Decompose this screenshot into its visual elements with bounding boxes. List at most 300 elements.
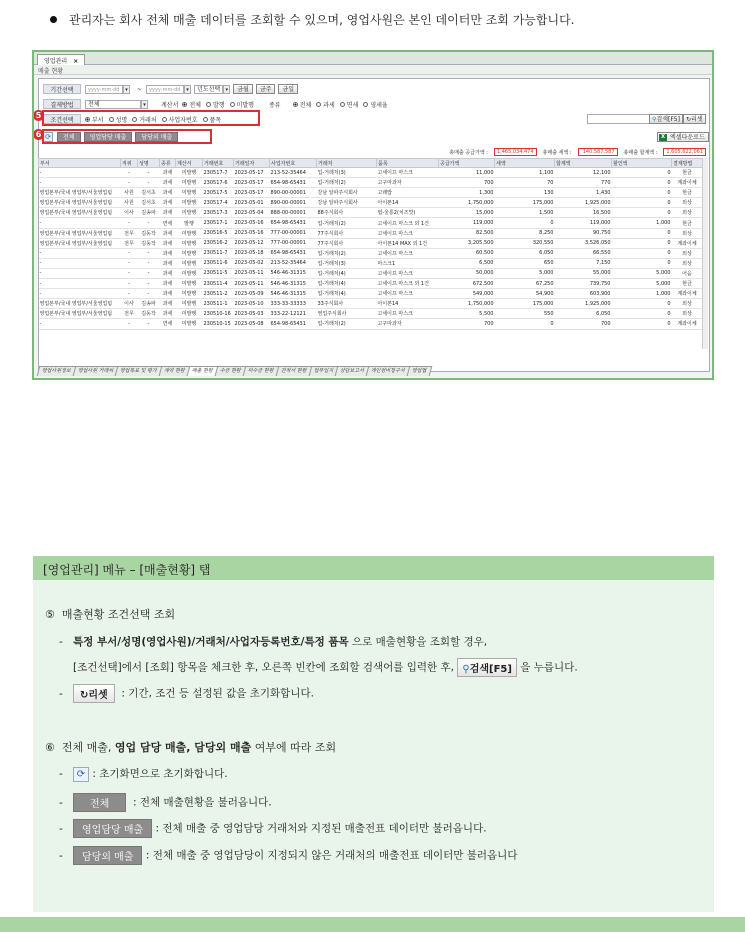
bottom-tab[interactable]: 영업협 <box>407 366 432 376</box>
totals-bar <box>449 148 706 156</box>
table-cell: 2023-05-17 <box>234 188 270 198</box>
sales-grid <box>38 158 703 330</box>
table-cell: 1,750,000 <box>439 198 495 208</box>
table-cell: 아이폰14 <box>377 299 439 309</box>
table-cell: 213-52-35464 <box>270 168 317 178</box>
table-cell: 0 <box>495 319 555 329</box>
table-cell: 과세 <box>160 309 176 319</box>
tab-label: 영업관리 <box>44 58 68 65</box>
table-cell: - <box>121 248 138 258</box>
column-header[interactable]: 계산서 <box>176 159 203 168</box>
table-cell: 11,000 <box>439 168 495 178</box>
table-cell: 60,500 <box>439 248 495 258</box>
kind-exempt-radio[interactable]: 면세 <box>340 100 359 109</box>
column-header[interactable]: 종류 <box>160 159 176 168</box>
reset-button[interactable]: ↻리셋 <box>683 114 706 124</box>
refresh-icon: ↻ <box>80 690 89 701</box>
table-cell: 230517-4 <box>203 198 234 208</box>
highlight-box-5 <box>42 110 260 126</box>
table-cell: 업-거래처(2) <box>317 178 377 188</box>
table-cell: 77주식회사 <box>317 228 377 238</box>
column-header[interactable]: 공급가액 <box>439 159 495 168</box>
explanation-header: [영업관리] 메뉴 – [매출현황] 탭 <box>33 556 714 580</box>
table-row[interactable] <box>39 319 703 329</box>
reset-button-sample: ↻리셋 <box>73 684 115 703</box>
table-cell: 0 <box>612 258 672 268</box>
table-cell: 외상 <box>672 248 703 258</box>
table-cell: 고세이프 마스크 <box>377 309 439 319</box>
table-cell: 영업본부/국내 영업부/서울영업팀 <box>39 188 121 198</box>
table-cell: 67,250 <box>495 279 555 289</box>
table-cell: 230516-5 <box>203 228 234 238</box>
bottom-tab[interactable]: 미수금 현황 <box>243 366 279 376</box>
bottom-tab[interactable]: 업무일지 <box>308 366 338 376</box>
table-cell: 김송파 <box>138 208 160 218</box>
table-cell: - <box>39 178 121 188</box>
total-sum-label: 총매출 합계액 : <box>623 149 658 156</box>
grid-scrollbar[interactable] <box>702 158 708 349</box>
table-cell: - <box>121 319 138 329</box>
search-icon: ⚲ <box>652 116 657 123</box>
bottom-tab[interactable]: 영업사원정보 <box>37 366 77 376</box>
end-date-input[interactable]: yyyy-mm-dd <box>146 85 184 94</box>
table-cell: 2023-05-03 <box>234 309 270 319</box>
table-cell: - <box>121 168 138 178</box>
table-cell: 0 <box>612 238 672 248</box>
table-cell: 888-00-00001 <box>270 208 317 218</box>
table-cell: 외상 <box>672 299 703 309</box>
table-row[interactable] <box>39 238 703 248</box>
table-cell: 과세 <box>160 188 176 198</box>
table-cell: 과세 <box>160 228 176 238</box>
tab-sales-management[interactable] <box>37 54 85 65</box>
table-cell: - <box>138 268 160 278</box>
explanation-box <box>33 556 714 912</box>
table-cell: 업-거래처(4) <box>317 279 377 289</box>
table-cell: 고구마과자 <box>377 319 439 329</box>
unassigned-button-sample: 담당외 매출 <box>73 846 142 865</box>
table-cell: 미발행 <box>176 208 203 218</box>
section-5-number: ⑤ <box>45 608 55 621</box>
column-header[interactable]: 거래번호 <box>203 159 234 168</box>
cond-name-radio[interactable]: 성명 <box>109 115 128 124</box>
table-cell: - <box>138 168 160 178</box>
chevron-down-icon[interactable]: ▾ <box>141 100 148 109</box>
table-cell: 엽-울통2(치즈맛) <box>377 208 439 218</box>
table-cell: 654-98-65431 <box>270 248 317 258</box>
footer-bar <box>0 917 745 932</box>
table-cell: 1,925,000 <box>555 198 612 208</box>
table-cell: 전무 <box>121 228 138 238</box>
bottom-tab[interactable]: 영업사원 거래처 <box>73 366 119 376</box>
search-button[interactable]: ⚲검색[F5] <box>649 114 683 124</box>
table-cell: 230511-4 <box>203 279 234 289</box>
app-screenshot <box>32 50 714 380</box>
search-icon: ⚲ <box>462 664 470 675</box>
column-header[interactable]: 합계액 <box>555 159 612 168</box>
year-select[interactable]: 년도선택 <box>194 85 223 94</box>
table-cell: 119,000 <box>555 218 612 228</box>
table-cell: 2023-05-12 <box>234 238 270 248</box>
table-cell: 890-00-00001 <box>270 198 317 208</box>
intro-line <box>50 11 575 28</box>
table-cell: 과세 <box>160 248 176 258</box>
table-cell: - <box>121 178 138 188</box>
bottom-tab[interactable]: 상담보고서 <box>335 366 370 376</box>
table-cell: 고세이프 마스크 <box>377 168 439 178</box>
table-row[interactable] <box>39 268 703 278</box>
table-cell: 김송파 <box>138 299 160 309</box>
section-5-label: 매출현황 조건선택 조회 <box>61 608 176 621</box>
condition-label: 조건선택 <box>43 114 81 124</box>
table-cell: 이사 <box>121 299 138 309</box>
table-cell: 마스크1 <box>377 258 439 268</box>
assigned-button-sample: 영업담당 매출 <box>73 819 152 838</box>
table-cell: 700 <box>555 319 612 329</box>
table-cell: 2023-05-04 <box>234 208 270 218</box>
table-cell: 미발행 <box>176 188 203 198</box>
table-cell: 2023-05-09 <box>234 289 270 299</box>
table-cell: 전무 <box>121 309 138 319</box>
table-cell: 0 <box>612 319 672 329</box>
today-button[interactable]: 금일 <box>278 84 298 94</box>
table-cell: 2023-05-08 <box>234 319 270 329</box>
section-5-line-1: - 특정 부서/성명(영업사원)/거래처/사업자등록번호/특정 품목 으로 매출현황을 조회할 경우, <box>59 636 488 648</box>
invoice-issued-radio[interactable]: 발행 <box>206 100 225 109</box>
settle-label: 결제방법 <box>43 99 81 109</box>
table-cell: 3,205,500 <box>439 238 495 248</box>
table-cell: 업-거래처(3) <box>317 258 377 268</box>
marker-6: 6 <box>33 129 44 140</box>
table-cell: 0 <box>612 198 672 208</box>
table-cell: 사원 <box>121 188 138 198</box>
table-cell: 0 <box>612 228 672 238</box>
table-cell: 과세 <box>160 208 176 218</box>
table-cell: 0 <box>612 168 672 178</box>
table-cell: 김서초 <box>138 188 160 198</box>
table-cell: 영업본부/국내 영업부/서울영업팀 <box>39 238 121 248</box>
table-cell: - <box>39 319 121 329</box>
bottom-tab[interactable]: 계약 현황 <box>159 366 191 376</box>
section-6-line-3: - 영업담당 매출 : 전체 매출 중 영업담당 거래처와 지정된 매출전표 데이터만 불러옵니다. <box>59 819 487 838</box>
table-cell: 230511-2 <box>203 289 234 299</box>
table-cell: 1,500 <box>495 208 555 218</box>
table-cell: 고세이프 마스크 외 1건 <box>377 279 439 289</box>
table-cell: 미발행 <box>176 198 203 208</box>
total-sum-value: 1,605,622,061 <box>663 148 706 156</box>
table-cell: 6,050 <box>555 309 612 319</box>
this-month-button[interactable]: 금월 <box>233 84 253 94</box>
table-cell: 0 <box>612 188 672 198</box>
table-cell: 54,900 <box>495 289 555 299</box>
table-cell: 672,500 <box>439 279 495 289</box>
kind-all-radio[interactable]: 전체 <box>293 100 312 109</box>
column-header[interactable]: 품목 <box>377 159 439 168</box>
table-cell: 영업본부/국내 영업부/서울영업팀 <box>39 198 121 208</box>
table-cell: 계좌이체 <box>672 319 703 329</box>
table-cell: 230511-6 <box>203 258 234 268</box>
table-cell: 아이폰14 <box>377 198 439 208</box>
table-cell: - <box>138 279 160 289</box>
column-header[interactable]: 사업자번호 <box>270 159 317 168</box>
table-cell: 603,900 <box>555 289 612 299</box>
cond-item-radio[interactable]: 품목 <box>203 115 222 124</box>
excel-icon: X <box>659 134 667 141</box>
table-cell: 과세 <box>160 268 176 278</box>
table-cell: 미발행 <box>176 299 203 309</box>
bottom-tab[interactable]: 영업목표 및 평가 <box>115 366 163 376</box>
table-cell: 미발행 <box>176 309 203 319</box>
table-cell: 강남 알파주식회사 <box>317 198 377 208</box>
grid-header <box>39 159 703 168</box>
table-cell: 업-거래처(2) <box>317 218 377 228</box>
table-cell: 과세 <box>160 178 176 188</box>
table-cell: 777-00-00001 <box>270 238 317 248</box>
table-cell: 175,000 <box>495 299 555 309</box>
period-row <box>43 83 301 95</box>
column-header[interactable]: 결제방법 <box>672 159 703 168</box>
table-cell: 1,300 <box>439 188 495 198</box>
start-date-input[interactable]: yyyy-mm-dd <box>85 85 123 94</box>
bullet-icon <box>50 16 57 23</box>
intro-text: 관리자는 회사 전체 매출 데이터를 조회할 수 있으며, 영업사원은 본인 데이터만 조회 가능합니다. <box>69 13 575 27</box>
column-header[interactable]: 할인액 <box>612 159 672 168</box>
table-cell: 계좌이체 <box>672 238 703 248</box>
table-cell: 1,100 <box>495 168 555 178</box>
all-sales-button[interactable]: 전체 <box>57 132 81 142</box>
table-cell: 면세 <box>160 319 176 329</box>
table-cell: 654-98-65431 <box>270 178 317 188</box>
table-cell: 546-46-31315 <box>270 289 317 299</box>
table-cell: 0 <box>612 309 672 319</box>
all-button-sample: 전체 <box>73 793 126 812</box>
table-cell: 고세이프 마스크 <box>377 268 439 278</box>
table-cell: 영업본부/국내 영업부/서울영업팀 <box>39 309 121 319</box>
table-row[interactable] <box>39 299 703 309</box>
table-cell: 미발행 <box>176 319 203 329</box>
table-cell: 654-98-65431 <box>270 319 317 329</box>
table-cell: 미발행 <box>176 228 203 238</box>
kind-taxable-radio[interactable]: 과세 <box>316 100 335 109</box>
column-header[interactable]: 성명 <box>138 159 160 168</box>
table-cell: 업-거래처(4) <box>317 289 377 299</box>
table-cell: 6,500 <box>439 258 495 268</box>
table-row[interactable] <box>39 208 703 218</box>
table-cell: 6,050 <box>495 248 555 258</box>
settle-row <box>43 98 393 110</box>
table-cell: 546-46-31315 <box>270 268 317 278</box>
total-supply-value: 1,465,034,474 <box>494 148 537 156</box>
cond-bizno-radio[interactable]: 사업자번호 <box>162 115 198 124</box>
table-cell: 외상 <box>672 258 703 268</box>
refresh-icon[interactable]: ⟳ <box>43 132 53 142</box>
bottom-tab[interactable]: 개인검비청구서 <box>366 366 410 376</box>
table-cell: 55,000 <box>555 268 612 278</box>
table-cell: 미발행 <box>176 238 203 248</box>
section-6-line-1: - ⟳ : 초기화면으로 초기화합니다. <box>59 768 228 780</box>
table-cell: 16,500 <box>555 208 612 218</box>
column-header[interactable]: 직위 <box>121 159 138 168</box>
table-cell: 김서초 <box>138 198 160 208</box>
column-header[interactable]: 부서 <box>39 159 121 168</box>
table-cell: - <box>138 319 160 329</box>
table-cell: 고래밥 <box>377 188 439 198</box>
table-cell: 82,500 <box>439 228 495 238</box>
table-cell: 과세 <box>160 198 176 208</box>
table-cell: - <box>39 168 121 178</box>
table-cell: 업-거래처(4) <box>317 268 377 278</box>
table-cell: 15,000 <box>439 208 495 218</box>
assigned-sales-button[interactable]: 영업담당 매출 <box>84 132 133 142</box>
table-row[interactable] <box>39 248 703 258</box>
table-cell: 이사 <box>121 208 138 218</box>
table-cell: 미발행 <box>176 279 203 289</box>
table-cell: - <box>121 268 138 278</box>
table-cell: 50,000 <box>439 268 495 278</box>
table-row[interactable] <box>39 289 703 299</box>
table-cell: 1,000 <box>612 289 672 299</box>
table-cell: 175,000 <box>495 198 555 208</box>
bottom-tabbar <box>38 366 429 376</box>
table-cell: 발행 <box>176 218 203 228</box>
app-tabbar <box>34 52 712 65</box>
table-row[interactable] <box>39 178 703 188</box>
table-cell: 업-거래처(2) <box>317 248 377 258</box>
cond-dept-radio[interactable]: 부서 <box>85 115 104 124</box>
table-cell: 3,526,050 <box>555 238 612 248</box>
table-cell: 546-46-31315 <box>270 279 317 289</box>
table-cell: 777-00-00001 <box>270 228 317 238</box>
table-cell: 8,250 <box>495 228 555 238</box>
kind-zero-rate-radio[interactable]: 영세율 <box>363 100 387 109</box>
table-cell: 면세 <box>160 218 176 228</box>
chevron-down-icon[interactable]: ▾ <box>123 85 130 94</box>
table-cell: 700 <box>439 178 495 188</box>
bottom-tab[interactable]: 매출 현황 <box>187 366 219 376</box>
table-cell: 전무 <box>121 238 138 248</box>
section-5-title <box>45 606 175 622</box>
section-5-line-3: - ↻리셋 : 기간, 조건 등 설정된 값을 초기화합니다. <box>59 684 314 703</box>
table-row[interactable] <box>39 228 703 238</box>
table-cell: 230510-15 <box>203 319 234 329</box>
table-cell: 2023-05-10 <box>234 299 270 309</box>
table-cell: 강남 알파주식회사 <box>317 188 377 198</box>
table-cell: 영업본부/국내 영업부/서울영업팀 <box>39 228 121 238</box>
table-row[interactable] <box>39 258 703 268</box>
section-6-title: ⑥ 전체 매출, 영업 담당 매출, 담당외 매출 여부에 따라 조회 <box>45 741 337 754</box>
table-cell: 사원 <box>121 198 138 208</box>
table-cell: 2023-05-02 <box>234 258 270 268</box>
table-cell: 미발행 <box>176 168 203 178</box>
table-cell: 미발행 <box>176 268 203 278</box>
table-cell: 320,550 <box>495 238 555 248</box>
chevron-down-icon[interactable]: ▾ <box>184 85 191 94</box>
table-cell: 고구마과자 <box>377 178 439 188</box>
table-cell: 0 <box>612 208 672 218</box>
table-row[interactable] <box>39 309 703 319</box>
table-cell: 외상 <box>672 208 703 218</box>
column-header[interactable]: 세액 <box>495 159 555 168</box>
chevron-down-icon[interactable]: ▾ <box>223 85 230 94</box>
table-cell: - <box>39 258 121 268</box>
table-cell: - <box>138 258 160 268</box>
table-cell: - <box>138 248 160 258</box>
table-cell: 고세이프 마스크 외 1건 <box>377 218 439 228</box>
table-cell: - <box>39 279 121 289</box>
table-cell: - <box>121 279 138 289</box>
table-cell: 230517-5 <box>203 188 234 198</box>
table-cell: 2023-05-18 <box>234 248 270 258</box>
table-cell: 77주식회사 <box>317 238 377 248</box>
table-cell: 5,000 <box>495 268 555 278</box>
table-row[interactable] <box>39 279 703 289</box>
table-cell: 어음 <box>672 268 703 278</box>
table-cell: 김동작 <box>138 228 160 238</box>
table-cell: 현금 <box>672 188 703 198</box>
table-cell: 230511-5 <box>203 268 234 278</box>
table-cell: 5,000 <box>612 268 672 278</box>
table-cell: 0 <box>612 248 672 258</box>
table-cell: 외상 <box>672 228 703 238</box>
table-cell: 영업본부/국내 영업부/서울영업팀 <box>39 299 121 309</box>
excel-download-button[interactable]: X 엑셀다운로드 <box>657 132 709 142</box>
table-cell: 현금 <box>672 218 703 228</box>
table-cell: 33주식회사 <box>317 299 377 309</box>
table-cell: 66,550 <box>555 248 612 258</box>
table-cell: 333-22-12121 <box>270 309 317 319</box>
invoice-unissued-radio[interactable]: 미발행 <box>230 100 254 109</box>
settle-select[interactable]: 전체 <box>85 100 141 109</box>
table-cell: 12,100 <box>555 168 612 178</box>
close-icon[interactable]: × <box>73 58 79 65</box>
page-subtitle: 매출 현황 <box>34 65 712 75</box>
table-cell: 미발행 <box>176 289 203 299</box>
table-cell: 770 <box>555 178 612 188</box>
total-tax-value: 140,587,587 <box>578 148 618 156</box>
table-row[interactable] <box>39 218 703 228</box>
table-row[interactable] <box>39 188 703 198</box>
table-cell: - <box>121 218 138 228</box>
refresh-icon: ↻ <box>686 116 692 123</box>
table-cell: 130 <box>495 188 555 198</box>
kind-label: 종류 <box>268 101 281 109</box>
this-week-button[interactable]: 금주 <box>256 84 276 94</box>
table-cell: 과세 <box>160 279 176 289</box>
column-header[interactable]: 거래처 <box>317 159 377 168</box>
table-cell: 230511-1 <box>203 299 234 309</box>
column-header[interactable]: 거래일자 <box>234 159 270 168</box>
bottom-tab[interactable]: 수금 현황 <box>215 366 247 376</box>
table-cell: 700 <box>439 319 495 329</box>
cond-client-radio[interactable]: 거래처 <box>132 115 156 124</box>
table-cell: - <box>121 289 138 299</box>
table-cell: 739,750 <box>555 279 612 289</box>
table-row[interactable] <box>39 168 703 178</box>
table-cell: 654-98-65431 <box>270 218 317 228</box>
total-tax-label: 총매출 세액 : <box>542 149 572 156</box>
unassigned-sales-button[interactable]: 담당외 매출 <box>135 132 178 142</box>
table-cell: 2023-05-16 <box>234 228 270 238</box>
table-cell: 230517-6 <box>203 178 234 188</box>
table-cell: 과세 <box>160 238 176 248</box>
table-row[interactable] <box>39 198 703 208</box>
table-cell: 1,000 <box>612 218 672 228</box>
invoice-all-radio[interactable]: 전체 <box>182 100 201 109</box>
table-cell: 88주식회사 <box>317 208 377 218</box>
table-cell: 계좌이체 <box>672 289 703 299</box>
bottom-tab[interactable]: 견적서 현황 <box>276 366 312 376</box>
period-label: 기간선택 <box>43 84 81 94</box>
